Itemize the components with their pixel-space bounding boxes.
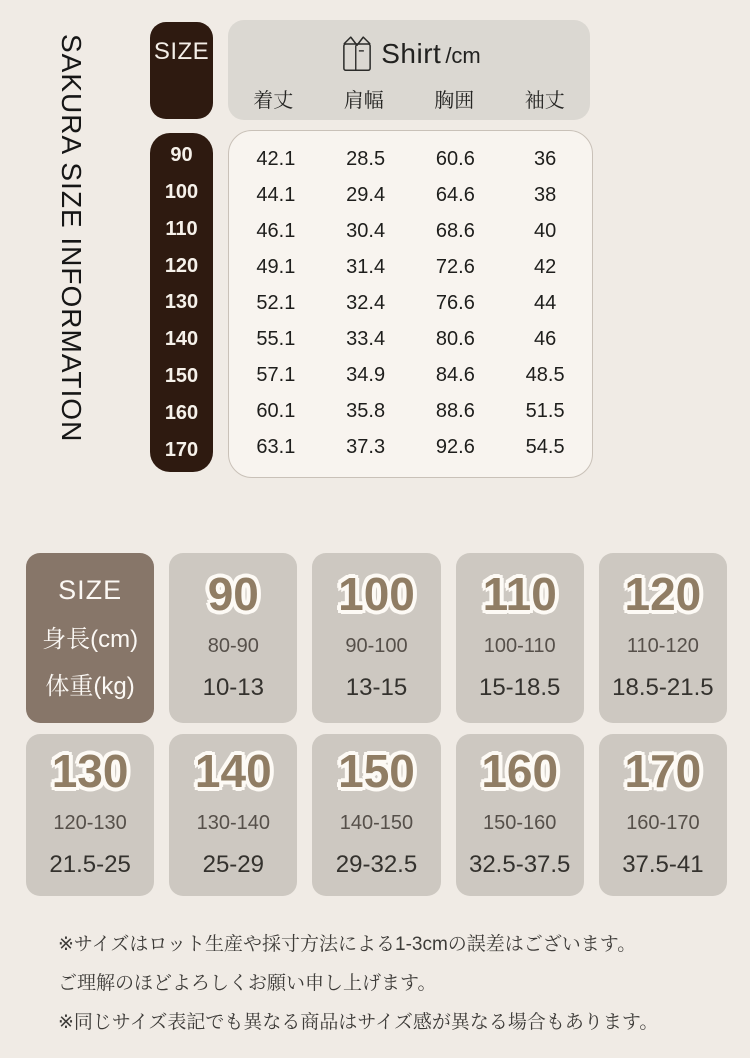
size-card-number: 140 bbox=[194, 744, 272, 797]
size-card bbox=[312, 553, 440, 723]
size-card-weight-range: 29-32.5 bbox=[335, 850, 418, 878]
size-card-number: 100 bbox=[338, 567, 415, 620]
size-card bbox=[599, 734, 727, 896]
size-column-header-box bbox=[150, 22, 213, 119]
measurement-column-headers bbox=[228, 84, 590, 113]
size-card-weight-range: 21.5-25 bbox=[49, 850, 131, 878]
measurement-column-header: 着丈 bbox=[253, 90, 294, 112]
size-row-label: 150 bbox=[164, 364, 199, 387]
size-cards-row-1 bbox=[26, 553, 727, 723]
size-card-weight-range: 37.5-41 bbox=[622, 850, 704, 878]
footnotes bbox=[58, 932, 708, 1049]
measurement-value: 46.1 bbox=[256, 219, 296, 242]
size-row-label: 110 bbox=[165, 217, 198, 240]
size-card-number: 170 bbox=[624, 744, 702, 797]
measurement-value: 55.1 bbox=[256, 327, 296, 350]
measurement-value: 64.6 bbox=[435, 183, 475, 206]
measurement-value: 46 bbox=[534, 327, 557, 350]
measurement-value: 52.1 bbox=[256, 291, 296, 314]
footnote: ご理解のほどよろしくお願い申し上げます。 bbox=[58, 973, 437, 994]
measurement-value: 31.4 bbox=[346, 255, 386, 278]
size-card-weight-range: 13-15 bbox=[345, 673, 408, 701]
shirt-table-header bbox=[228, 20, 590, 120]
size-card bbox=[26, 734, 154, 896]
measurement-value: 76.6 bbox=[435, 291, 475, 314]
measurement-value: 60.6 bbox=[435, 147, 475, 170]
legend-weight-label: 体重(kg) bbox=[45, 672, 135, 700]
measurement-value: 37.3 bbox=[346, 435, 386, 458]
size-card-weight-range: 25-29 bbox=[202, 850, 264, 878]
size-column-header-label: SIZE bbox=[153, 38, 210, 65]
size-card-weight-range: 18.5-21.5 bbox=[612, 673, 714, 701]
measurement-table bbox=[228, 130, 593, 478]
measurement-value: 63.1 bbox=[256, 435, 296, 458]
measurement-value: 42.1 bbox=[256, 147, 296, 170]
size-row-labels-column bbox=[150, 133, 213, 472]
measurement-value: 49.1 bbox=[256, 255, 296, 278]
size-row-label: 90 bbox=[170, 144, 193, 167]
size-card-number: 90 bbox=[207, 567, 259, 620]
size-card-weight-range: 32.5-37.5 bbox=[468, 850, 571, 878]
footnote: ※同じサイズ表記でも異なる商品はサイズ感が異なる場合もあります。 bbox=[58, 1012, 659, 1033]
size-card-number: 120 bbox=[624, 567, 702, 620]
size-card bbox=[169, 734, 297, 896]
footnote: ※サイズはロット生産や採寸方法による1-3cmの誤差はございます。 bbox=[58, 934, 637, 955]
legend-size-label: SIZE bbox=[58, 575, 123, 606]
size-card bbox=[599, 553, 727, 723]
size-row-label: 160 bbox=[164, 401, 199, 424]
measurement-value: 33.4 bbox=[346, 327, 386, 350]
measurement-value: 72.6 bbox=[435, 255, 475, 278]
size-card bbox=[456, 734, 584, 896]
measurement-value: 40 bbox=[534, 219, 557, 242]
size-card-height-range: 80-90 bbox=[207, 634, 259, 657]
size-card-height-range: 110-120 bbox=[626, 634, 699, 657]
measurement-value: 54.5 bbox=[525, 435, 565, 458]
measurement-value: 42 bbox=[534, 255, 557, 278]
size-row-label: 120 bbox=[164, 254, 199, 277]
measurement-value: 68.6 bbox=[435, 219, 475, 242]
measurement-value: 34.9 bbox=[346, 363, 386, 386]
size-card-number: 110 bbox=[482, 567, 557, 620]
size-cards-legend bbox=[26, 553, 154, 723]
page-title: SAKURA SIZE INFORMATION bbox=[56, 34, 87, 443]
measurement-value: 80.6 bbox=[435, 327, 475, 350]
measurement-value: 38 bbox=[534, 183, 557, 206]
measurement-value: 35.8 bbox=[346, 399, 386, 422]
measurement-value: 30.4 bbox=[346, 219, 386, 242]
size-card-height-range: 90-100 bbox=[345, 634, 408, 657]
size-card bbox=[456, 553, 584, 723]
measurement-column-header: 袖丈 bbox=[524, 90, 565, 112]
size-card-number: 150 bbox=[338, 744, 415, 797]
measurement-value: 29.4 bbox=[346, 183, 386, 206]
size-card bbox=[169, 553, 297, 723]
measurement-value: 44.1 bbox=[256, 183, 296, 206]
size-card-height-range: 160-170 bbox=[626, 811, 700, 834]
size-card-height-range: 140-150 bbox=[339, 811, 414, 834]
size-card-weight-range: 15-18.5 bbox=[478, 673, 561, 701]
measurement-value: 60.1 bbox=[256, 399, 296, 422]
shirt-table-title-row bbox=[228, 20, 590, 78]
size-cards-row-2 bbox=[26, 734, 727, 896]
measurement-value: 88.6 bbox=[435, 399, 475, 422]
measurement-value: 57.1 bbox=[256, 363, 296, 386]
measurement-value: 92.6 bbox=[435, 435, 475, 458]
size-row-label: 140 bbox=[164, 328, 199, 351]
shirt-icon bbox=[337, 33, 377, 75]
size-row-label: 130 bbox=[164, 291, 199, 314]
size-card-height-range: 150-160 bbox=[482, 811, 557, 834]
shirt-table-unit: /cm bbox=[445, 43, 481, 68]
shirt-table-title: Shirt bbox=[381, 38, 442, 69]
size-card-height-range: 100-110 bbox=[483, 634, 556, 657]
legend-height-label: 身長(cm) bbox=[42, 625, 139, 653]
size-card-number: 160 bbox=[481, 744, 559, 797]
measurement-value: 44 bbox=[534, 291, 557, 314]
size-card-height-range: 120-130 bbox=[53, 811, 127, 834]
measurement-column-header: 胸囲 bbox=[434, 90, 475, 112]
size-card bbox=[312, 734, 440, 896]
size-card-number: 130 bbox=[51, 744, 129, 797]
measurement-value: 51.5 bbox=[525, 399, 565, 422]
measurement-value: 32.4 bbox=[346, 291, 386, 314]
measurement-value: 84.6 bbox=[435, 363, 475, 386]
size-card-height-range: 130-140 bbox=[196, 811, 270, 834]
measurement-column-header: 肩幅 bbox=[343, 90, 384, 112]
size-row-label: 100 bbox=[164, 181, 199, 204]
measurement-value: 48.5 bbox=[525, 363, 565, 386]
measurement-value: 36 bbox=[534, 147, 557, 170]
size-row-label: 170 bbox=[164, 438, 199, 461]
measurement-value: 28.5 bbox=[346, 147, 386, 170]
size-card-weight-range: 10-13 bbox=[202, 673, 264, 701]
